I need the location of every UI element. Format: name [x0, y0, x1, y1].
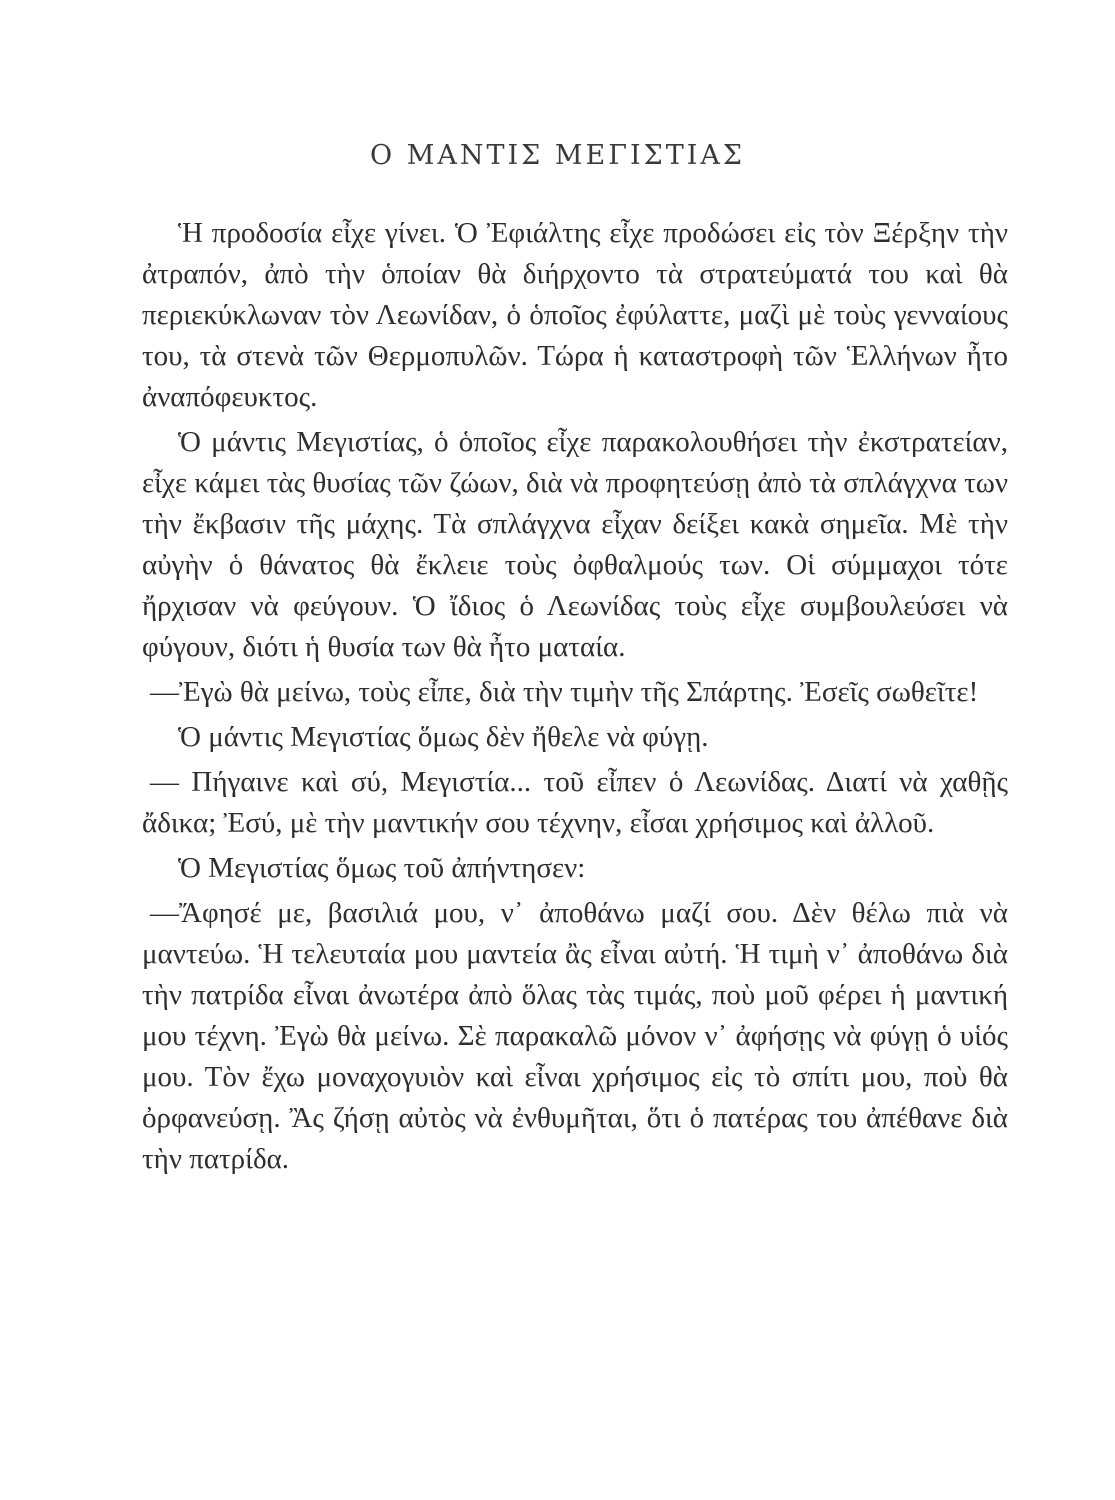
paragraph-megistias-refuses: Ὁ μάντις Μεγιστίας ὅμως δὲν ἤθελε νὰ φύγῃ.: [178, 721, 709, 753]
text-body: [142, 213, 1008, 1184]
paragraph-megistias-answer-intro: Ὁ Μεγιστίας ὅμως τοῦ ἀπήντησεν:: [178, 852, 586, 884]
paragraph-megistias-answer: —Ἄφησέ με, βασιλιά μου, ν᾽ ἀποθάνω μαζί σου. Δὲν θέλω πιὰ νὰ μαντεύω. Ἡ τελευταία μου μαντεία ἂς εἶναι αὐτή. Ἡ τιμὴ ν᾽ ἀποθάνω διὰ τὴν πατρίδα εἶναι ἀνωτέρα ἀπὸ ὅλας τὰς τιμάς, ποὺ μοῦ φέρει ἡ μαντική μου τέχνη. Ἐγὼ θὰ μείνω. Σὲ παρακαλῶ μόνον ν᾽ ἀφήσῃς νὰ φύγῃ ὁ υἱός μου. Τὸν ἔχω μοναχογυιὸν καὶ εἶναι χρήσιμος εἰς τὸ σπίτι μου, ποὺ θὰ ὀρφανεύσῃ. Ἂς ζήσῃ αὐτὸς νὰ ἐνθυμῆται, ὅτι ὁ πατέρας του ἀπέθανε διὰ τὴν πατρίδα.: [142, 897, 1008, 1175]
paragraph-leonidas-speech: —Ἐγὼ θὰ μείνω, τοὺς εἶπε, διὰ τὴν τιμὴν τῆς Σπάρτης. Ἐσεῖς σωθεῖτε!: [150, 676, 979, 708]
paragraph-megistias-sacrifice: Ὁ μάντις Μεγιστίας, ὁ ὁποῖος εἶχε παρακολουθήσει τὴν ἐκστρατείαν, εἶχε κάμει τὰς θυσίας τῶν ζώων, διὰ νὰ προφητεύσῃ ἀπὸ τὰ σπλάγχνα των τὴν ἔκβασιν τῆς μάχης. Τὰ σπλάγχνα εἶχαν δείξει κακὰ σημεῖα. Μὲ τὴν αὐγὴν ὁ θάνατος θὰ ἔκλειε τοὺς ὀφθαλμούς των. Οἱ σύμμαχοι τότε ἤρχισαν νὰ φεύγουν. Ὁ ἴδιος ὁ Λεωνίδας τοὺς εἶχε συμβουλεύσει νὰ φύγουν, διότι ἡ θυσία των θὰ ἦτο ματαία.: [142, 426, 1008, 663]
paragraph-betrayal: Ἡ προδοσία εἶχε γίνει. Ὁ Ἐφιάλτης εἶχε προδώσει εἰς τὸν Ξέρξην τὴν ἀτραπόν, ἀπὸ τὴν ὁποίαν θὰ διήρχοντο τὰ στρατεύματά του καὶ θὰ περιεκύκλωναν τὸν Λεωνίδαν, ὁ ὁποῖος ἐφύλαττε, μαζὶ μὲ τοὺς γενναίους του, τὰ στενὰ τῶν Θερμοπυλῶν. Τώρα ἡ καταστροφὴ τῶν Ἑλλήνων ἦτο ἀναπόφευκτος.: [142, 217, 1008, 413]
page-title: Ο ΜΑΝΤΙΣ ΜΕΓΙΣΤΙΑΣ: [370, 140, 745, 171]
paragraph-leonidas-urges: — Πήγαινε καὶ σύ, Μεγιστία... τοῦ εἶπεν ὁ Λεωνίδας. Διατί νὰ χαθῇς ἄδικα; Ἐσύ, μὲ τὴν μαντικήν σου τέχνην, εἶσαι χρήσιμος καὶ ἀλλοῦ.: [142, 766, 1008, 839]
